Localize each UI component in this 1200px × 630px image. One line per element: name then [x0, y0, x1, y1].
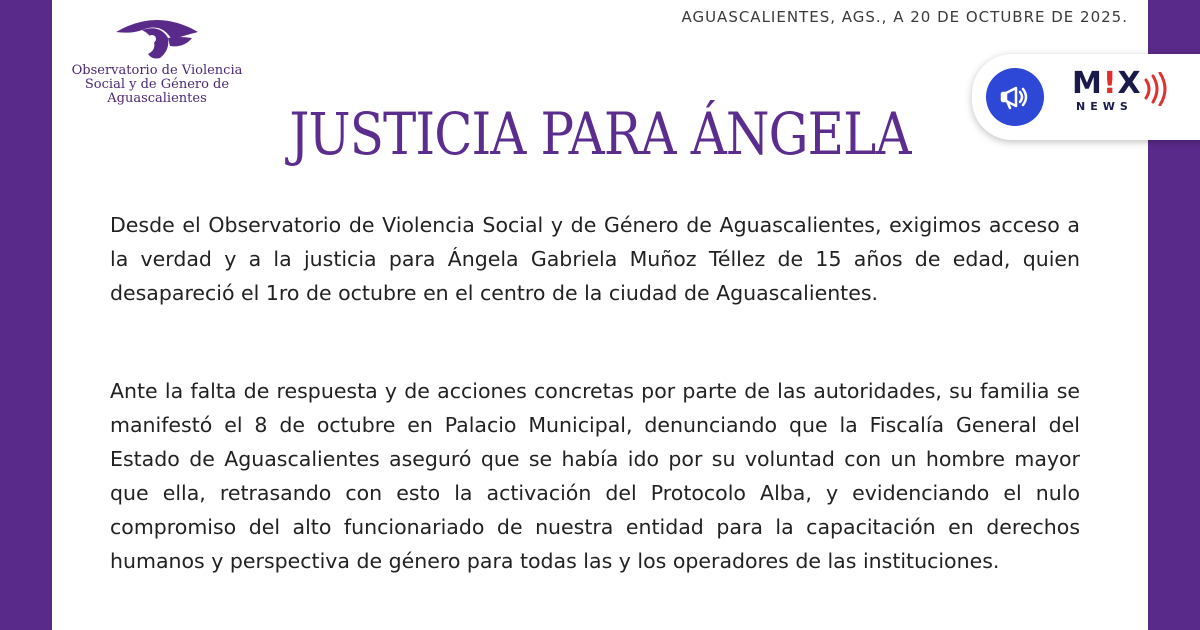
mix-news-logo	[1072, 68, 1168, 128]
dateline: AGUASCALIENTES, AGS., A 20 DE OCTUBRE DE 2025.	[681, 8, 1128, 26]
megaphone-button[interactable]	[986, 68, 1044, 126]
mix-x: X	[1117, 66, 1142, 101]
page-title: JUSTICIA PARA ÁNGELA	[289, 100, 911, 168]
logo-line-3: Aguascalientes	[107, 91, 207, 106]
logo-line-1: Observatorio de Violencia	[71, 63, 243, 78]
logo-line-2: Social y de Género de	[84, 77, 230, 92]
sound-waves-icon	[1142, 72, 1170, 106]
mix-news-badge[interactable]	[972, 54, 1200, 140]
eye-profile-icon	[112, 14, 202, 62]
left-purple-border	[0, 0, 52, 630]
paragraph-2: Ante la falta de respuesta y de acciones concretas por parte de las autoridades, su familia se manifestó el 8 de octubre en Palacio Municipal, denunciando que la Fiscalía General del Estado de Aguascalientes aseguró que se había ido por su voluntad con un hombre mayor que ella, retrasando con esto la activación del Protocolo Alba, y evidenciando el nulo compromiso del alto funcionariado de nuestra entidad para la capacitación en derechos humanos y perspectiva de género para todas las y los operadores de las instituciones.	[110, 379, 1080, 573]
megaphone-icon	[998, 80, 1032, 114]
paragraph-1: Desde el Observatorio de Violencia Social y de Género de Aguascalientes, exigimos acceso a la verdad y a la justicia para Ángela Gabriela Muñoz Téllez de 15 años de edad, quien desapareció el 1ro de octubre en el centro de la ciudad de Aguascalientes.	[110, 213, 1080, 305]
mix-m: M	[1072, 66, 1103, 101]
news-wordmark: NEWS	[1076, 100, 1133, 113]
mix-i: !	[1102, 66, 1118, 101]
